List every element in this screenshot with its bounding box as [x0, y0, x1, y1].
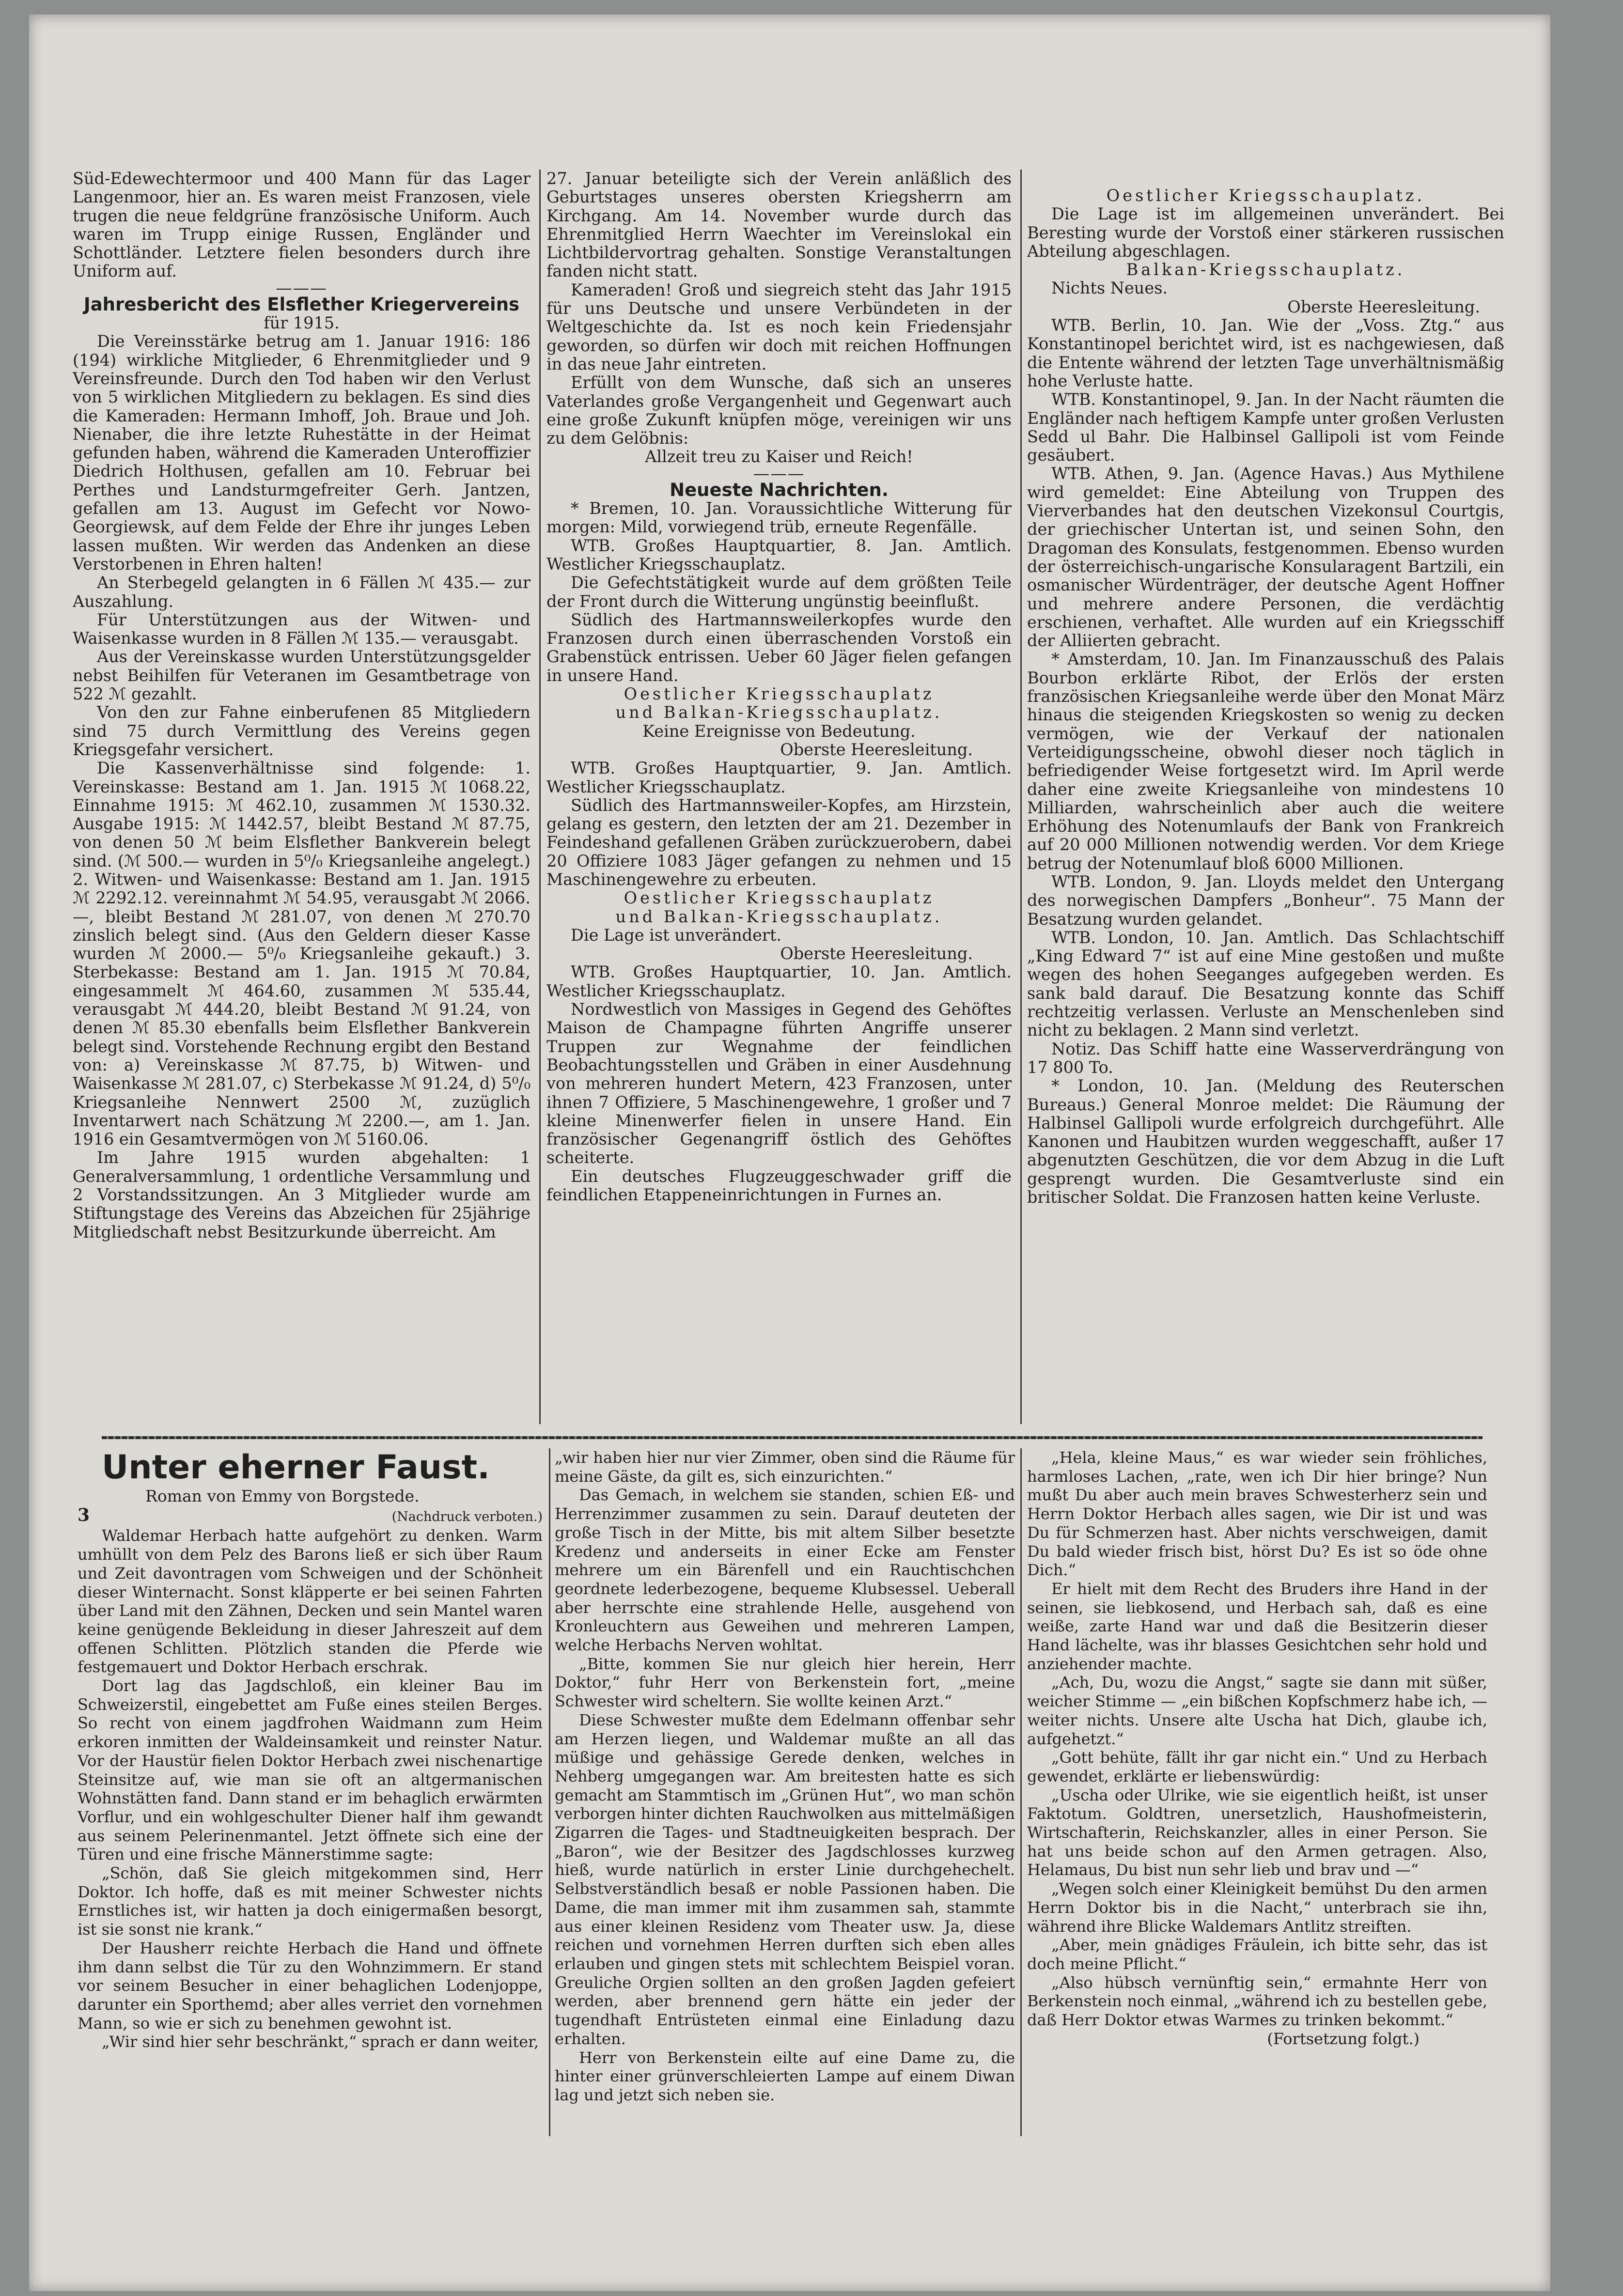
novel-paragraph: „Bitte, kommen Sie nur gleich hier herein, Herr Doktor,“ fuhr Herr von Berkenstein fort, „meine Schwester wird scheltern. Sie wollte keinen Arzt.“ [555, 1654, 1015, 1711]
news-item: Die Gefechtstätigkeit wurde auf dem größten Teile der Front durch die Witterung ungünstig beeinflußt. [546, 573, 1012, 611]
news-item: * London, 10. Jan. (Meldung des Reuterschen Bureaus.) General Monroe meldet: Die Räumung der Halbinsel Gallipoli wurde erfolgreich durchgeführt. Alle Kanonen und Haubitzen wurden weggeschafft, außer 17 abgenutzten Geschützen, die vor dem Abzug in die Luft gesprengt wurden. Die Gesamtverluste sind ein britischer Soldat. Die Franzosen hatten keine Verluste. [1027, 1076, 1504, 1207]
news-item: WTB. Großes Hauptquartier, 8. Jan. Amtlich. Westlicher Kriegsschauplatz. [546, 536, 1012, 574]
news-item: Keine Ereignisse von Bedeutung. [642, 721, 916, 741]
news-item: Ein deutsches Flugzeuggeschwader griff die feindlichen Etappeneinrichtungen in Furnes an. [546, 1166, 1012, 1205]
annual-report-paragraph: Kameraden! Groß und siegreich steht das Jahr 1915 für uns Deutsche und unsere Verbündeten in der Weltgeschichte da. Ist es noch kein Friedensjahr geworden, so dürfen wir doch mit reichen Hoffnungen in das neue Jahr eintreten. [546, 280, 1012, 373]
news-item: Südlich des Hartmannsweilerkopfes wurde den Franzosen durch einen überraschenden Vorstoß ein Grabenstück entrissen. Ueber 60 Jäger fielen gefangen in unsere Hand. [546, 610, 1012, 685]
annual-report-paragraph: Für Unterstützungen aus der Witwen- und Waisenkasse wurden in 8 Fällen ℳ 135.— verausgabt. [73, 610, 531, 648]
news-item: WTB. Großes Hauptquartier, 9. Jan. Amtlich. Westlicher Kriegsschauplatz. [546, 759, 1012, 796]
news-item: WTB. London, 9. Jan. Lloyds meldet den Untergang des norwegischen Dampfers „Bonheur“. 75 Mann der Besatzung wurden gelandet. [1027, 872, 1504, 929]
annual-report-motto: Allzeit treu zu Kaiser und Reich! [645, 447, 913, 466]
annual-report-heading: Jahresbericht des Elsflether Kriegervereins [83, 294, 520, 315]
novel-paragraph: „Ach, Du, wozu die Angst,“ sagte sie dann mit süßer, weicher Stimme — „ein bißchen Kopfschmerz habe ich, — weiter nichts. Unsere alte Uscha hat Dich, glaube ich, aufgehetzt.“ [1027, 1673, 1487, 1748]
news-item: * Amsterdam, 10. Jan. Im Finanzausschuß des Palais Bourbon erklärte Ribot, der Erlös der ersten französischen Kriegsanleihe werde über den Monat März hinaus die steigenden Kriegskosten so wenig zu decken vermögen, wie der Verkauf der nationalen Verteidigungsscheine, obwohl dieser noch täglich in befriedigender Weise fortgesetzt wird. Im April werde daher eine zweite Kriegsanleihe von mindestens 10 Milliarden, wahrscheinlich aber auch die weitere Erhöhung des Notenumlaufs der Bank von Frankreich auf 20 000 Millionen notwendig werden. Vor dem Kriege betrug der Notenumlauf bloß 6000 Millionen. [1027, 650, 1504, 873]
section-divider: ——— [753, 464, 805, 483]
novel-column-1 [78, 1448, 543, 2141]
novel-column-3 [1027, 1448, 1487, 2141]
news-section-label: und Balkan-Kriegsschauplatz. [615, 907, 943, 926]
news-item: Nichts Neues. [1051, 279, 1168, 298]
annual-report-paragraph: An Sterbegeld gelangten in 6 Fällen ℳ 435.— zur Auszahlung. [73, 573, 531, 611]
news-signature: Oberste Heeresleitung. [780, 740, 973, 759]
news-item: WTB. Großes Hauptquartier, 10. Jan. Amtlich. Westlicher Kriegsschauplatz. [546, 962, 1012, 1000]
novel-paragraph: Er hielt mit dem Recht des Bruders ihre Hand in der seinen, sie liebkosend, und Herbach sah, daß es eine weiße, zarte Hand war und daß die Besitzerin dieser Hand lächelte, was ihr blasses Gesichtchen sehr hold und anziehender machte. [1027, 1579, 1487, 1673]
section-divider: ——— [276, 278, 328, 297]
feuilleton-separator [102, 1436, 1483, 1439]
annual-report-paragraph: Im Jahre 1915 wurden abgehalten: 1 Generalversammlung, 1 ordentliche Versammlung und 2 Vorstandssitzungen. An 3 Mitglieder wurde am Stiftungstage des Vereins das Abzeichen für 25jährige Mitgliedschaft nebst Besitzurkunde überreicht. Am [73, 1148, 531, 1241]
column-rule [1020, 1448, 1022, 2136]
novel-paragraph: „Also hübsch vernünftig sein,“ ermahnte Herr von Berkenstein noch einmal, „während ich zu bestellen gebe, daß Herr Doktor etwas Warmes zu trinken bekommt.“ [1027, 1973, 1487, 2030]
novel-paragraph: Der Hausherr reichte Herbach die Hand und öffnete ihm dann selbst die Tür zu den Wohnzimmern. Er stand vor seinem Besucher in einer behaglichen Lodenjoppe, darunter ein Sporthemd; aber alles verriet den vornehmen Mann, so wie er sich zu benehmen gewohnt ist. [78, 1939, 543, 2032]
novel-paragraph: Diese Schwester mußte dem Edelmann offenbar sehr am Herzen liegen, und Waldemar mußte an all das müßige und gehässige Gerede denken, welches in Nehberg umgegangen war. Am breitesten hatte es sich gemacht am Stammtisch im „Grünen Hut“, wo man schön verborgen hinter dichten Rauchwolken aus mittelmäßigen Zigarren die Tages- und Stadtneuigkeiten besprach. Der „Baron“, wie der Besitzer des Jagdschlosses kurzweg hieß, wurde natürlich in erster Linie durchgehechelt. Selbstverständlich besaß er noble Passionen haben. Die Dame, die man immer mit ihm zusammen sah, stammte aus einer kleinen Residenz vom Theater usw. Ja, diese reichen und vornehmen Herren durften sich eben alles erlauben und gingen stets mit schlechtem Beispiel voran. Greuliche Orgien sollten an den großen Jagden gefeiert werden, aber brennend gern hätte ein jeder der tugendhaft Entrüsteten einmal eine Einladung dazu erhalten. [555, 1710, 1015, 2048]
novel-paragraph: „Schön, daß Sie gleich mitgekommen sind, Herr Doktor. Ich hoffe, daß es mit meiner Schwester nichts Ernstliches ist, wir hatten ja doch einigermaßen besorgt, ist sie sonst nie krank.“ [78, 1864, 543, 1939]
news-section-label: Oestlicher Kriegsschauplatz [624, 684, 935, 704]
novel-title: Unter eherner Faust. [102, 1448, 490, 1487]
news-section-label: und Balkan-Kriegsschauplatz. [615, 703, 943, 722]
latest-news-heading: Neueste Nachrichten. [670, 479, 889, 500]
novel-paragraph: Herr von Berkenstein eilte auf eine Dame zu, die hinter einer grünverschleierten Lampe auf einem Diwan lag und jetzt sich neben sie. [555, 2048, 1015, 2104]
annual-report-paragraph: Die Vereinsstärke betrug am 1. Januar 1916: 186 (194) wirkliche Mitglieder, 6 Ehrenmitglieder und 9 Vereinsfreunde. Durch den Tod haben wir den Verlust von 5 wirklichen Mitgliedern zu beklagen. Es sind dies die Kameraden: Hermann Imhoff, Joh. Braue und Joh. Nienaber, die ihre letzte Ruhestätte in der Heimat gefunden haben, während die Kameraden Unteroffizier Diedrich Holthusen, gefallen am 10. Februar bei Perthes und Landsturmgefreiter Gerh. Jantzen, gefallen am 13. August im Gefecht vor Nowo-Georgiewsk, auf dem Felde der Ehre ihr junges Leben lassen mußten. Wir werden das Andenken an diese Verstorbenen in Ehren halten! [73, 332, 531, 574]
novel-author: Roman von Emmy von Borgstede. [145, 1487, 420, 1505]
annual-report-paragraph: Von den zur Fahne einberufenen 85 Mitgliedern sind 75 durch Vermittlung des Vereins gegen Kriegsgefahr versichert. [73, 703, 531, 759]
column-rule [539, 170, 541, 1424]
newspaper-page [29, 15, 1550, 2291]
news-section-label: Balkan-Kriegsschauplatz. [1126, 260, 1405, 279]
reprint-notice: (Nachdruck verboten.) [391, 1509, 543, 1524]
news-signature: Oberste Heeresleitung. [1287, 297, 1480, 316]
annual-report-paragraph: Die Kassenverhältnisse sind folgende: 1. Vereinskasse: Bestand am 1. Jan. 1915 ℳ 1068.22, Einnahme 1915: ℳ 462.10, zusammen ℳ 1530.32. Ausgabe 1915: ℳ 1442.57, bleibt Bestand ℳ 87.75, von denen 50 ℳ beim Elsflether Bankverein belegt sind. (ℳ 500.— wurden in 5⁰/₀ Kriegsanleihe angelegt.) 2. Witwen- und Waisenkasse: Bestand am 1. Jan. 1915 ℳ 2292.12. vereinnahmt ℳ 54.95, verausgabt ℳ 2066.—, bleibt Bestand ℳ 281.07, von denen ℳ 270.70 zinslich belegt sind. (Aus den Geldern dieser Kasse wurden ℳ 2000.— 5⁰/₀ Kriegsanleihe gekauft.) 3. Sterbekasse: Bestand am 1. Jan. 1915 ℳ 70.84, eingesammelt ℳ 464.60, zusammen ℳ 535.44, verausgabt ℳ 444.20, bleibt Bestand ℳ 91.24, von denen ℳ 85.30 ebenfalls beim Elsflether Bankverein belegt sind. Vorstehende Rechnung ergibt den Bestand von: a) Vereinskasse ℳ 87.75, b) Witwen- und Waisenkasse ℳ 281.07, c) Sterbekasse ℳ 91.24, d) 5⁰/₀ Kriegsanleihe Nennwert 2500 ℳ, zuzüglich Inventarwert nach Schätzung ℳ 2200.—, am 1. Jan. 1916 ein Gesamtvermögen von ℳ 5160.06. [73, 759, 531, 1149]
novel-paragraph: Dort lag das Jagdschloß, ein kleiner Bau im Schweizerstil, eingebettet am Fuße eines steilen Berges. So recht von einem jagdfrohen Waidmann zum Heim erkoren inmitten der Waldeinsamkeit und reinster Natur. Vor der Haustür fielen Doktor Herbach zwei nischenartige Steinsitze auf, wie man sie oft an altgermanischen Wohnstätten fand. Dann stand er im behaglich erwärmten Vorflur, und ein wohlgeschulter Diener half ihm gewandt aus seinem Pelerinenmantel. Jetzt öffnete sich eine der Türen und eine frische Männerstimme sagte: [78, 1676, 543, 1864]
news-item: Die Lage ist unverändert. [571, 925, 782, 945]
novel-paragraph: Waldemar Herbach hatte aufgehört zu denken. Warm umhüllt von dem Pelz des Barons ließ er sich über Raum und Zeit davontragen vom Schweigen und der Schönheit dieser Winternacht. Sonst kläpperte er bei seinen Fahrten über Land mit den Zähnen, Decken und sein Mantel waren keine genügende Bekleidung in dieser Jahreszeit auf dem offenen Schlitten. Plötzlich standen die Pferde wie festgemauert und Doktor Herbach erschrak. [78, 1526, 543, 1676]
novel-paragraph: „Wir sind hier sehr beschränkt,“ sprach er dann weiter, [102, 2032, 539, 2051]
installment-number: 3 [78, 1505, 90, 1525]
news-item: WTB. Athen, 9. Jan. (Agence Havas.) Aus Mythilene wird gemeldet: Eine Abteilung von Truppen des Vierverbandes hat den deutschen Vizekonsul Courtgis, der griechischer Untertan ist, und seinen Sohn, den Dragoman des Konsulats, festgenommen. Ebenso wurden der österreichisch-ungarische Konsularagent Bartzili, ein osmanischer Würdenträger, der deutsche Agent Hoffner und mehrere andere Personen, die verdächtig erschienen, verhaftet. Alle wurden auf ein Kriegsschiff der Alliierten gebracht. [1027, 464, 1504, 651]
prisoners-report-text: Süd-Edewechtermoor und 400 Mann für das Lager Langenmoor, hier an. Es waren meist Franzosen, viele trugen die neue feldgrüne französische Uniform. Auch waren im Trupp einige Russen, Engländer und Schottländer. Letztere fielen besonders durch ihre Uniform auf. [73, 170, 531, 281]
news-item: WTB. Konstantinopel, 9. Jan. In der Nacht räumten die Engländer nach heftigem Kampfe unter großen Verlusten Sedd ul Bahr. Die Halbinsel Gallipoli ist vom Feinde gesäubert. [1027, 390, 1504, 465]
news-section-label: Oestlicher Kriegsschauplatz [624, 888, 935, 908]
novel-paragraph: „Wegen solch einer Kleinigkeit bemühst Du den armen Herrn Doktor bis in die Nacht,“ unterbrach sie ihn, während ihre Blicke Waldemars Antlitz streiften. [1027, 1879, 1487, 1936]
annual-report-paragraph: Erfüllt von dem Wunsche, daß sich an unseres Vaterlandes große Vergangenheit und Gegenwart auch eine große Zukunft knüpfen möge, vereinigen wir uns zu dem Gelöbnis: [546, 373, 1012, 448]
column-2 [546, 170, 1012, 1429]
news-item: WTB. London, 10. Jan. Amtlich. Das Schlachtschiff „King Edward 7“ ist auf eine Mine gestoßen und mußte wegen des hohen Seeganges aufgegeben werden. Es sank bald darauf. Die Besatzung konnte das Schiff rechtzeitig verlassen. Verluste an Menschenleben sind nicht zu beklagen. 2 Mann sind verletzt. [1027, 928, 1504, 1040]
news-item: Notiz. Das Schiff hatte eine Wasserverdrängung von 17 800 To. [1027, 1039, 1504, 1077]
column-rule [549, 1448, 550, 2136]
novel-paragraph: „Hela, kleine Maus,“ es war wieder sein fröhliches, harmloses Lachen, „rate, wen ich Dir hier bringe? Nun mußt Du aber auch mein braves Schwesterherz sein und Herrn Doktor Herbach alles sagen, wie Dir ist und was Du für Schmerzen hast. Aber nichts verschweigen, damit Du bald wieder frisch bist, hörst Du? Es ist so öde ohne Dich.“ [1027, 1448, 1487, 1580]
annual-report-subheading: für 1915. [264, 313, 340, 333]
annual-report-paragraph: 27. Januar beteiligte sich der Verein anläßlich des Geburtstages unseres obersten Kriegsherrn am Kirchgang. Am 14. November wurde durch das Ehrenmitglied Herrn Waechter im Vereinslokal ein Lichtbildervortrag gehalten. Sonstige Veranstaltungen fanden nicht statt. [546, 170, 1012, 281]
news-item: * Bremen, 10. Jan. Voraussichtliche Witterung für morgen: Mild, vorwiegend trüb, erneute Regenfälle. [546, 499, 1012, 537]
continuation-notice: (Fortsetzung folgt.) [1267, 2029, 1420, 2048]
novel-paragraph: Das Gemach, in welchem sie standen, schien Eß- und Herrenzimmer zusammen zu sein. Darauf deuteten der große Tisch in der Mitte, bis mit altem Silber besetzte Kredenz und anderseits in einer Ecke am Fenster mehrere um ein Bärenfell und ein Rauchtischchen geordnete lederbezogene, bequeme Klubsessel. Ueberall aber herrschte eine strahlende Helle, ausgehend von Kronleuchtern aus Geweihen und mehreren Lampen, welche Herbachs Nerven wohltat. [555, 1486, 1015, 1655]
novel-paragraph: „Aber, mein gnädiges Fräulein, ich bitte sehr, das ist doch meine Pflicht.“ [1027, 1936, 1487, 1973]
novel-paragraph: „wir haben hier nur vier Zimmer, oben sind die Räume für meine Gäste, da gilt es, sich einzurichten.“ [555, 1448, 1015, 1486]
news-section-label: Oestlicher Kriegsschauplatz. [1106, 186, 1425, 205]
news-item: Die Lage ist im allgemeinen unverändert. Bei Beresting wurde der Vorstoß einer stärkeren russischen Abteilung abgeschlagen. [1027, 204, 1504, 261]
column-3 [1027, 186, 1504, 1431]
novel-column-2 [555, 1448, 1015, 2141]
news-item: Südlich des Hartmannsweiler-Kopfes, am Hirzstein, gelang es gestern, den letzten der am 21. Dezember in Feindeshand gefallenen Gräben zurückzuerobern, dabei 20 Offiziere 1083 Jäger gefangen zu nehmen und 15 Maschinengewehre zu erbeuten. [546, 795, 1012, 889]
column-rule [1020, 170, 1022, 1424]
novel-paragraph: „Gott behüte, fällt ihr gar nicht ein.“ Und zu Herbach gewendet, erklärte er liebenswürdig: [1027, 1748, 1487, 1785]
column-1 [73, 170, 531, 1429]
novel-paragraph: „Uscha oder Ulrike, wie sie eigentlich heißt, ist unser Faktotum. Goldtren, unersetzlich, Haushofmeisterin, Wirtschafterin, Reichskanzler, alles in einer Person. Sie hat uns beide schon auf den Armen getragen. Also, Helamaus, Du bist nun sehr lieb und brav und —“ [1027, 1785, 1487, 1879]
news-item: WTB. Berlin, 10. Jan. Wie der „Voss. Ztg.“ aus Konstantinopel berichtet wird, ist es nachgewiesen, daß die Entente während der letzten Tage unverhältnismäßig hohe Verluste hatte. [1027, 316, 1504, 390]
annual-report-paragraph: Aus der Vereinskasse wurden Unterstützungsgelder nebst Beihilfen für Veteranen im Gesamtbetrage von 522 ℳ gezahlt. [73, 647, 531, 704]
news-signature: Oberste Heeresleitung. [780, 944, 973, 963]
news-item: Nordwestlich von Massiges in Gegend des Gehöftes Maison de Champagne führten Angriffe unserer Truppen zur Wegnahme der feindlichen Beobachtungsstellen und Gräben in einer Ausdehnung von mehreren hundert Metern, 423 Franzosen, unter ihnen 7 Offiziere, 5 Maschinengewehre, 1 großer und 7 kleine Minenwerfer fielen in unsere Hand. Ein französischer Gegenangriff östlich des Gehöftes scheiterte. [546, 1000, 1012, 1167]
